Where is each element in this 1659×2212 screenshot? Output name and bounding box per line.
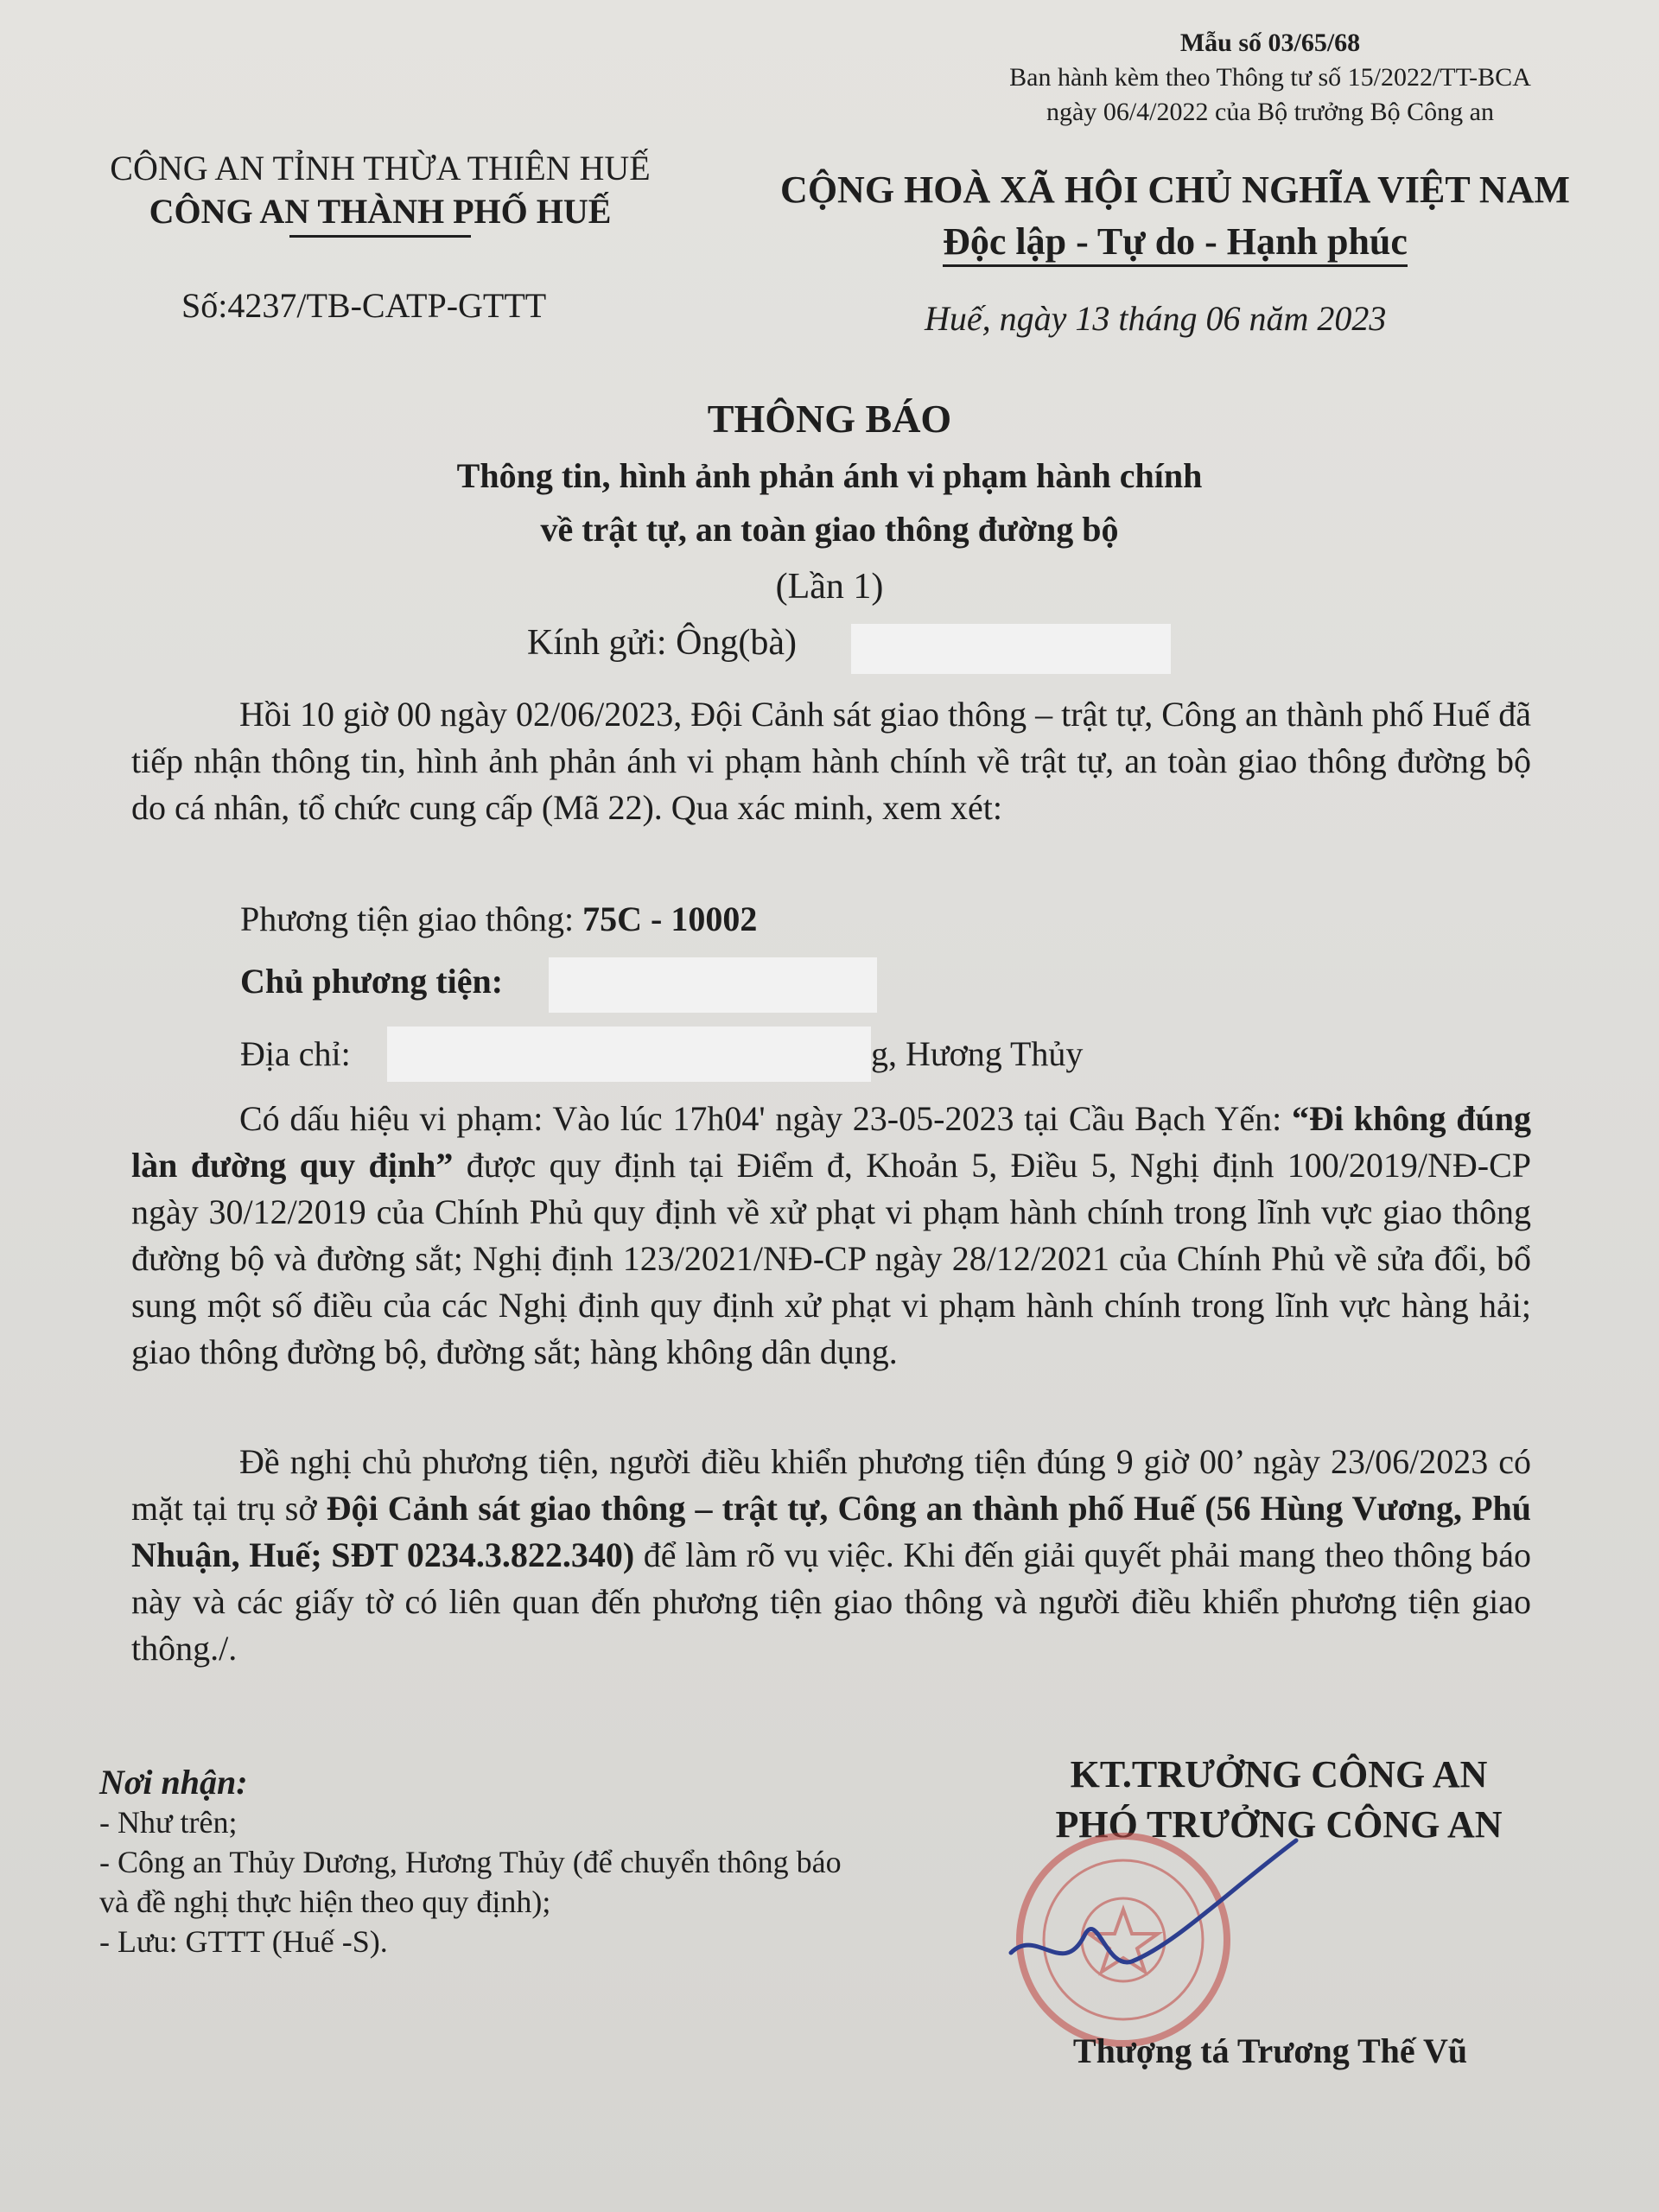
owner-redaction (549, 957, 877, 1013)
form-issued-line2: ngày 06/4/2022 của Bộ trưởng Bộ Công an (1046, 98, 1494, 126)
request-rest: để làm rõ vụ việc. Khi đến giải quyết phải mang theo thông báo này và các giấy tờ có liên quan đến phương tiện giao thông và người điều khiển phương tiện giao thông./. (131, 1535, 1532, 1668)
paragraph-violation (131, 1096, 1531, 1376)
document-number: Số:4237/TB-CATP-GTTT (181, 286, 547, 325)
violation-offense: “Đi không đúng làn đường quy định” (131, 1099, 1532, 1185)
distribution-item: - Như trên; (99, 1805, 238, 1840)
distribution-item: - Lưu: GTTT (Huế -S). (99, 1924, 388, 1959)
owner-label: Chủ phương tiện: (240, 962, 504, 1001)
vehicle-plate: 75C - 10002 (582, 899, 758, 938)
recipient-line (527, 622, 797, 664)
distribution-list (99, 1763, 877, 1961)
document-subtitle (0, 449, 1659, 556)
document-title: THÔNG BÁO (707, 397, 952, 441)
address-label: Địa chỉ: (240, 1034, 351, 1073)
form-issued-line1: Ban hành kèm theo Thông tư số 15/2022/TT-BCA (1009, 63, 1531, 92)
subtitle-line2: về trật tự, an toàn giao thông đường bộ (540, 510, 1119, 549)
request-place: Đội Cảnh sát giao thông – trật tự, Công an thành phố Huế (56 Hùng Vương, Phú Nhuận, Huế; SĐT 0234.3.822.340) (131, 1489, 1531, 1574)
national-motto: Độc lập - Tự do - Hạnh phúc (943, 219, 1408, 267)
recipient-redaction (851, 624, 1171, 674)
signature-title-line1: KT.TRƯỞNG CÔNG AN (1070, 1753, 1488, 1796)
vehicle-label: Phương tiện giao thông: (240, 899, 575, 938)
paragraph-intro-text: Hồi 10 giờ 00 ngày 02/06/2023, Đội Cảnh sát giao thông – trật tự, Công an thành phố Huế đã tiếp nhận thông tin, hình ảnh phản ánh vi phạm hành chính về trật tự, an toàn giao thông đường bộ do cá nhân, tổ chức cung cấp (Mã 22). Qua xác minh, xem xét: (131, 695, 1531, 827)
form-code: Mẫu số 03/65/68 (1179, 29, 1361, 57)
owner-field (240, 961, 503, 1001)
national-name: CỘNG HOÀ XÃ HỘI CHỦ NGHĨA VIỆT NAM (780, 168, 1570, 211)
official-seal (1002, 1823, 1313, 2052)
notice-iteration: (Lần 1) (775, 567, 884, 607)
national-header (752, 164, 1599, 268)
paragraph-request (131, 1439, 1531, 1672)
issuer-unit: CÔNG AN THÀNH PHỐ HUẾ (149, 192, 612, 231)
paragraph-intro (131, 691, 1531, 831)
signer-name: Thượng tá Trương Thế Vũ (1072, 2031, 1468, 2070)
distribution-heading: Nơi nhận: (99, 1763, 248, 1802)
address-redaction (387, 1027, 871, 1082)
seal-stamp-icon (1020, 1836, 1227, 2044)
form-number-block (994, 26, 1547, 130)
distribution-item: - Công an Thủy Dương, Hương Thủy (để chuyển thông báo và đề nghị thực hiện theo quy định); (99, 1845, 842, 1919)
recipient-label: Kính gửi: Ông(bà) (527, 623, 798, 663)
signature-title-line2: PHÓ TRƯỞNG CÔNG AN (1055, 1803, 1503, 1846)
subtitle-line1: Thông tin, hình ảnh phản ánh vi phạm hành chính (456, 456, 1203, 495)
issuer-parent: CÔNG AN TỈNH THỪA THIÊN HUẾ (110, 149, 651, 188)
request-lead: Đề nghị chủ phương tiện, người điều khiển phương tiện đúng 9 giờ 00’ ngày 23/06/2023 có mặt tại trụ sở (131, 1442, 1531, 1528)
issuer-underline (289, 235, 471, 238)
address-tail: g, Hương Thủy (871, 1034, 1084, 1073)
address-field (240, 1033, 351, 1074)
violation-rest: được quy định tại Điểm đ, Khoản 5, Điều 5, Nghị định 100/2019/NĐ-CP ngày 30/12/2019 của Chính Phủ quy định về xử phạt vi phạm hành chính trong lĩnh vực giao thông đường bộ và đường sắt; Nghị định 123/2021/NĐ-CP ngày 28/12/2021 của Chính Phủ về sửa đổi, bổ sung một số điều của các Nghị định quy định xử phạt vi phạm hành chính trong lĩnh vực hàng hải; giao thông đường bộ, đường sắt; hàng không dân dụng. (131, 1146, 1531, 1371)
place-date: Huế, ngày 13 tháng 06 năm 2023 (925, 299, 1387, 338)
violation-lead: Có dấu hiệu vi phạm: Vào lúc 17h04' ngày 23-05-2023 tại Cầu Bạch Yến: (239, 1099, 1282, 1138)
issuer-header (60, 147, 700, 238)
vehicle-field (240, 899, 757, 939)
